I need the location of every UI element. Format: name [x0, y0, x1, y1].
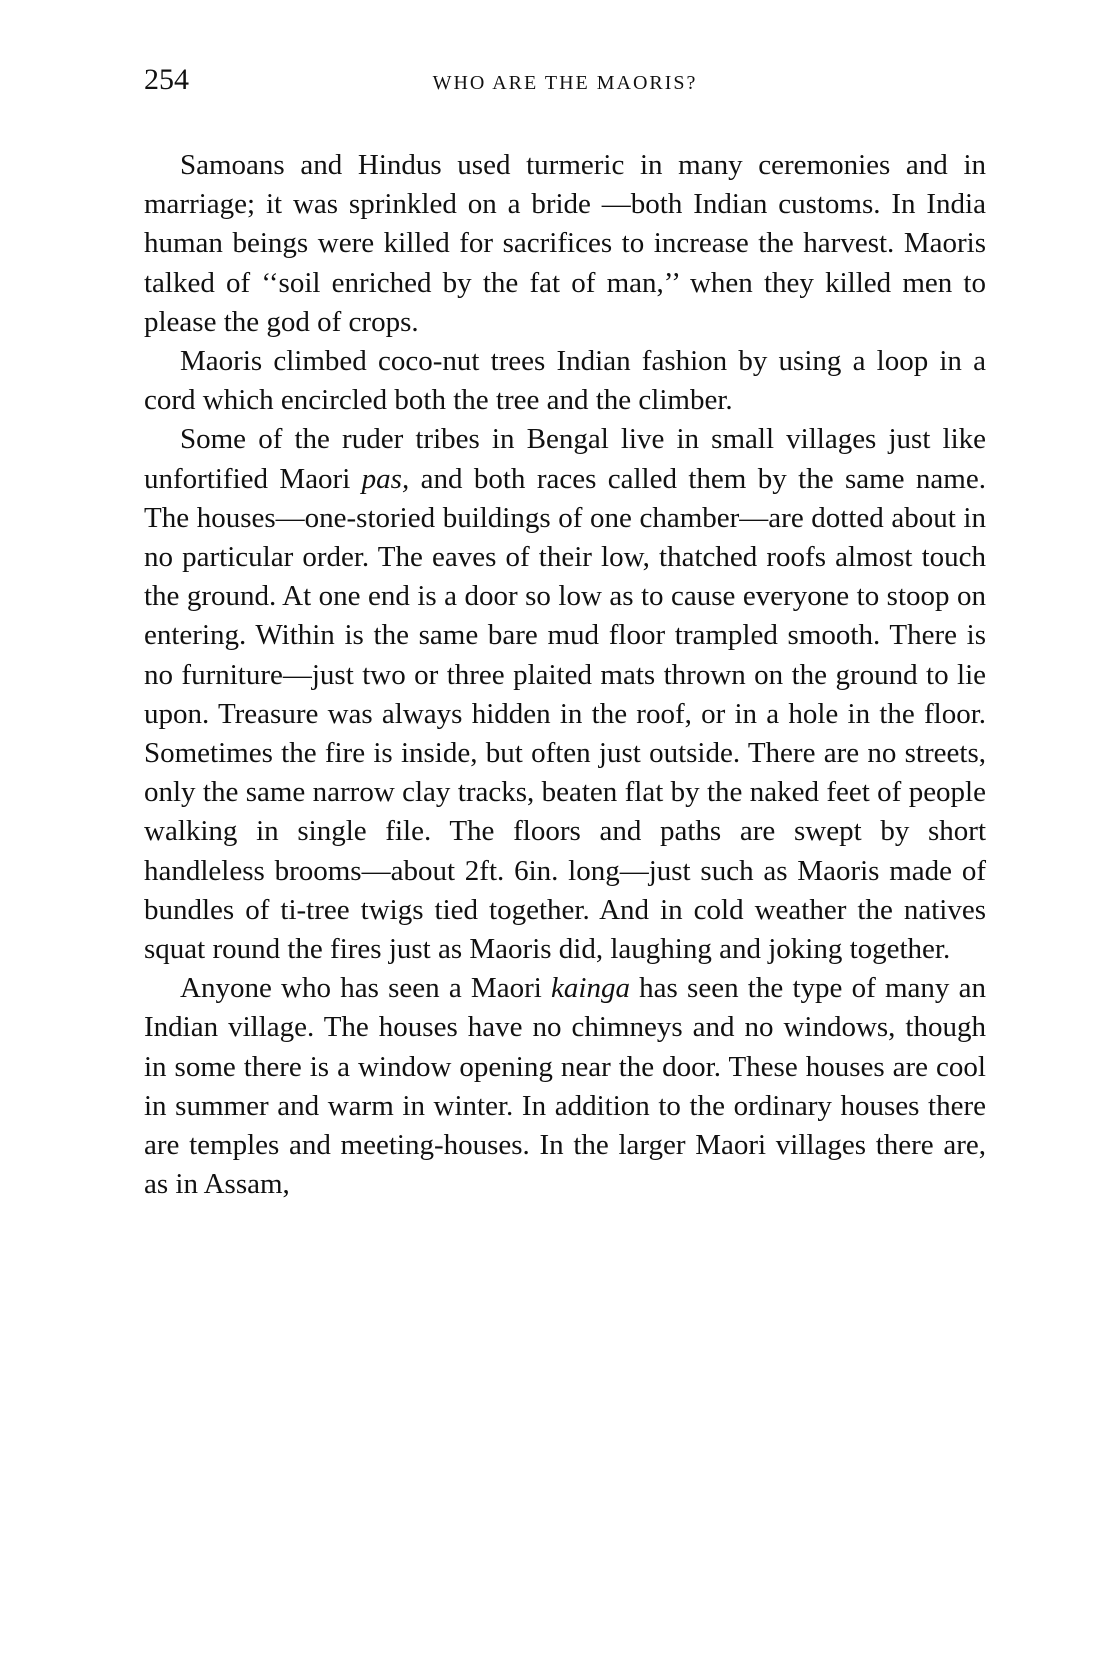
paragraph-coconut-climbing [144, 342, 986, 420]
book-page [144, 62, 986, 1204]
paragraph-kainga [144, 969, 986, 1204]
page-number: 254 [144, 63, 189, 96]
body-text [144, 146, 986, 1204]
paragraph-text: Samoans and Hindus used turmeric in many ceremonies and in marriage; it was sprinkled on a bride —both Indian customs. In India human beings were killed for sacrifices to increase the harvest. Maoris talked of ‘‘soil enriched by the fat of man,’’ when they killed men to please the god of crops. [144, 149, 986, 338]
paragraph-bengal-villages [144, 420, 986, 969]
paragraph-text: has seen the type of many an Indian village. The houses have no chimneys and no windows, though in some there is a window opening near the door. These houses are cool in summer and warm in winter. In addition to the ordinary houses there are temples and meeting-houses. In the larger Maori villages there are, as in Assam, [144, 972, 986, 1201]
italic-term-kainga: kainga [551, 972, 630, 1005]
paragraph-text: Anyone who has seen a Maori [180, 972, 552, 1005]
running-title: WHO ARE THE MAORIS? [432, 72, 698, 94]
running-head [144, 62, 986, 102]
paragraph-turmeric [144, 146, 986, 342]
paragraph-text: Some of the ruder tribes in Bengal live in small villages just like unfortified Maori [144, 423, 986, 495]
italic-term-pas: pas, [361, 462, 410, 495]
paragraph-text: Maoris climbed coco-nut trees Indian fashion by using a loop in a cord which encircled both the tree and the climber. [144, 345, 986, 417]
paragraph-text: and both races called them by the same name. The houses—one-storied buildings of one chamber—are dotted about in no particular order. The eaves of their low, thatched roofs almost touch the ground. At one end is a door so low as to cause everyone to stoop on entering. Within is the same bare mud floor trampled smooth. There is no furniture—just two or three plaited mats thrown on the ground to lie upon. Treasure was always hidden in the roof, or in a hole in the floor. Sometimes the fire is inside, but often just outside. There are no streets, only the same narrow clay tracks, beaten flat by the naked feet of people walking in single file. The floors and paths are swept by short handleless brooms—about 2ft. 6in. long—just such as Maoris made of bundles of ti-tree twigs tied together. And in cold weather the natives squat round the fires just as Maoris did, laughing and joking together. [144, 462, 986, 966]
